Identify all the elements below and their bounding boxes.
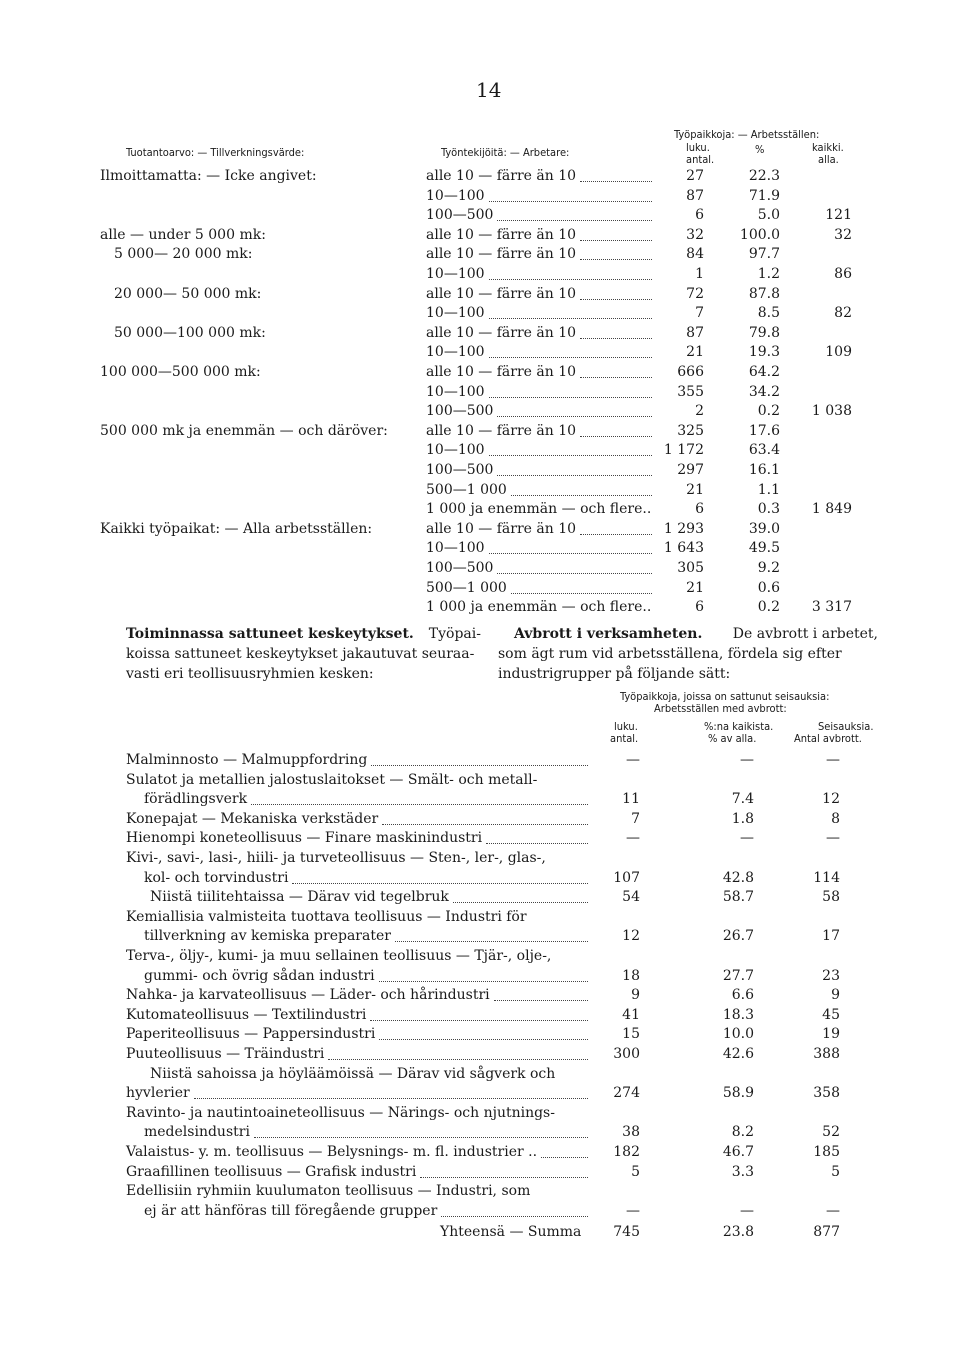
row-percent: 39.0 xyxy=(748,521,780,537)
row-percent: 97.7 xyxy=(748,246,780,262)
item-label: Paperiteollisuus — Pappersindustri xyxy=(126,1026,376,1042)
row-count: 21 xyxy=(686,580,704,596)
item-label: förädlingsverk xyxy=(144,791,248,807)
page-number: 14 xyxy=(476,78,502,102)
item-count: 182 xyxy=(613,1144,640,1160)
row-total: 1 038 xyxy=(811,403,852,419)
item-stops: 8 xyxy=(831,811,840,827)
item-stops: 23 xyxy=(822,968,840,984)
row-count: 666 xyxy=(677,364,704,380)
row-label: 100 000—500 000 mk: xyxy=(100,364,261,380)
row-count: 1 643 xyxy=(663,540,704,556)
row-count: 27 xyxy=(686,168,704,184)
item-stops: 388 xyxy=(813,1046,840,1062)
item-stops: 52 xyxy=(822,1124,840,1140)
item-label: Puuteollisuus — Träindustri xyxy=(126,1046,325,1062)
row-percent: 0.6 xyxy=(757,580,780,596)
dot-leader xyxy=(328,1059,588,1060)
item-count: 11 xyxy=(622,791,640,807)
item-label: Niistä sahoissa ja höyläämöissä — Därav vid sågverk och xyxy=(150,1066,556,1082)
dot-leader xyxy=(489,397,652,398)
row-range: alle 10 — färre än 10 xyxy=(426,423,577,439)
row-label: 50 000—100 000 mk: xyxy=(114,325,266,341)
row-count: 2 xyxy=(695,403,704,419)
header-production-value: Tuotantoarvo: — Tillverkningsvärde: xyxy=(126,146,305,159)
dot-leader xyxy=(489,357,652,358)
item-count: 300 xyxy=(613,1046,640,1062)
item-count: — xyxy=(626,752,640,768)
item-percent: 46.7 xyxy=(722,1144,754,1160)
row-range: 100—500 xyxy=(426,403,494,419)
item-label: Sulatot ja metallien jalostuslaitokset — Smält- och metall- xyxy=(126,772,538,788)
dot-leader xyxy=(420,1177,588,1178)
total-stops: 877 xyxy=(813,1224,840,1240)
item-label: Valaistus- y. m. teollisuus — Belysnings- m. fl. industrier .. xyxy=(126,1144,538,1160)
dot-leader xyxy=(379,1039,588,1040)
item-stops: — xyxy=(826,830,840,846)
row-label: 5 000— 20 000 mk: xyxy=(114,246,253,262)
row-range: alle 10 — färre än 10 xyxy=(426,364,577,380)
item-count: 12 xyxy=(622,928,640,944)
row-label: Kaikki työpaikat: — Alla arbetsställen: xyxy=(100,521,373,537)
dot-leader xyxy=(489,553,652,554)
row-count: 297 xyxy=(677,462,704,478)
dot-leader xyxy=(497,220,652,221)
row-total: 82 xyxy=(834,305,852,321)
item-stops: 17 xyxy=(822,928,840,944)
total-percent: 23.8 xyxy=(722,1224,754,1240)
dot-leader xyxy=(489,279,652,280)
item-label: gummi- och övrig sådan industri xyxy=(144,968,375,984)
row-range: 10—100 xyxy=(426,305,485,321)
item-label: hyvlerier xyxy=(126,1085,190,1101)
row-range: alle 10 — färre än 10 xyxy=(426,521,577,537)
dot-leader xyxy=(580,436,652,437)
item-label: Nahka- ja karvateollisuus — Läder- och hårindustri xyxy=(126,987,490,1003)
item-percent: — xyxy=(740,830,754,846)
row-count: 7 xyxy=(695,305,704,321)
dot-leader xyxy=(395,941,588,942)
row-percent: 9.2 xyxy=(757,560,780,576)
row-count: 305 xyxy=(677,560,704,576)
row-count: 1 172 xyxy=(663,442,704,458)
dot-leader xyxy=(251,804,588,805)
row-percent: 22.3 xyxy=(748,168,780,184)
row-total: 32 xyxy=(834,227,852,243)
row-range: 1 000 ja enemmän — och flere.. xyxy=(426,501,652,517)
dot-leader xyxy=(194,1098,588,1099)
row-range: alle 10 — färre än 10 xyxy=(426,168,577,184)
t2-header-stops1: Seisauksia. xyxy=(818,720,874,733)
row-range: 10—100 xyxy=(426,442,485,458)
row-count: 87 xyxy=(686,188,704,204)
section-title-sv: Avbrott i verksamheten. xyxy=(514,626,703,642)
t2-header-stops2: Antal avbrott. xyxy=(794,732,862,745)
row-range: 10—100 xyxy=(426,384,485,400)
dot-leader xyxy=(497,416,652,417)
row-range: 1 000 ja enemmän — och flere.. xyxy=(426,599,652,615)
row-label: 20 000— 50 000 mk: xyxy=(114,286,262,302)
item-label: Ravinto- ja nautintoaineteollisuus — Närings- och njutnings- xyxy=(126,1105,555,1121)
item-label: ej är att hänföras till föregående grupper xyxy=(144,1203,438,1219)
dot-leader xyxy=(580,259,652,260)
dot-leader xyxy=(441,1216,588,1217)
dot-leader xyxy=(370,1020,588,1021)
item-count: 9 xyxy=(631,987,640,1003)
row-range: 10—100 xyxy=(426,540,485,556)
row-count: 87 xyxy=(686,325,704,341)
item-label: Kemiallisia valmisteita tuottava teollisuus — Industri för xyxy=(126,909,527,925)
section-text-sv-2: som ägt rum vid arbetsställena, fördela sig efter xyxy=(498,646,842,662)
dot-leader xyxy=(580,534,652,535)
dot-leader xyxy=(254,1137,588,1138)
item-percent: 18.3 xyxy=(722,1007,754,1023)
section-text-sv-1: De avbrott i arbetet, xyxy=(732,626,878,642)
section-swedish xyxy=(498,624,878,684)
dot-leader xyxy=(580,338,652,339)
row-count: 21 xyxy=(686,482,704,498)
item-stops: 358 xyxy=(813,1085,840,1101)
row-count: 6 xyxy=(695,207,704,223)
row-percent: 19.3 xyxy=(748,344,780,360)
t2-header-pct1: %:na kaikista. xyxy=(704,720,774,733)
dot-leader xyxy=(453,902,588,903)
item-percent: 26.7 xyxy=(722,928,754,944)
row-count: 72 xyxy=(686,286,704,302)
row-total: 121 xyxy=(825,207,852,223)
item-count: — xyxy=(626,830,640,846)
row-percent: 1.2 xyxy=(757,266,780,282)
item-percent: 27.7 xyxy=(722,968,754,984)
row-count: 355 xyxy=(677,384,704,400)
row-range: alle 10 — färre än 10 xyxy=(426,246,577,262)
dot-leader xyxy=(541,1157,588,1158)
row-label: 500 000 mk ja enemmän — och däröver: xyxy=(100,423,388,439)
item-stops: 12 xyxy=(822,791,840,807)
item-label: Hienompi koneteollisuus — Finare maskinindustri xyxy=(126,830,483,846)
item-stops: 19 xyxy=(822,1026,840,1042)
dot-leader xyxy=(494,1000,588,1001)
t2-header-luku: luku. xyxy=(614,720,638,733)
t2-header-group1: Työpaikkoja, joissa on sattunut seisauksia: xyxy=(620,690,830,703)
dot-leader xyxy=(580,181,652,182)
item-stops: 9 xyxy=(831,987,840,1003)
item-count: 38 xyxy=(622,1124,640,1140)
row-percent: 63.4 xyxy=(748,442,780,458)
row-total: 1 849 xyxy=(811,501,852,517)
item-count: 54 xyxy=(622,889,640,905)
header-kaikki: kaikki. xyxy=(812,141,844,154)
row-percent: 64.2 xyxy=(748,364,780,380)
total-label: Yhteensä — Summa xyxy=(440,1224,582,1240)
section-text-fi-1: Työpai- xyxy=(428,626,481,642)
header-percent: % xyxy=(755,143,765,156)
total-count: 745 xyxy=(613,1224,640,1240)
row-range: 500—1 000 xyxy=(426,580,507,596)
item-count: 5 xyxy=(631,1164,640,1180)
item-stops: — xyxy=(826,752,840,768)
dot-leader xyxy=(489,201,652,202)
row-percent: 8.5 xyxy=(757,305,780,321)
item-percent: — xyxy=(740,752,754,768)
row-percent: 0.2 xyxy=(757,599,780,615)
item-count: 7 xyxy=(631,811,640,827)
row-range: alle 10 — färre än 10 xyxy=(426,286,577,302)
item-percent: 1.8 xyxy=(731,811,754,827)
row-percent: 71.9 xyxy=(748,188,780,204)
item-percent: 58.7 xyxy=(722,889,754,905)
dot-leader xyxy=(382,824,588,825)
row-percent: 34.2 xyxy=(748,384,780,400)
header-workplaces: Työpaikkoja: — Arbetsställen: xyxy=(674,128,820,141)
header-workers: Työntekijöitä: — Arbetare: xyxy=(441,146,570,159)
row-percent: 87.8 xyxy=(748,286,780,302)
item-stops: 185 xyxy=(813,1144,840,1160)
item-stops: 45 xyxy=(822,1007,840,1023)
dot-leader xyxy=(511,593,652,594)
row-percent: 0.3 xyxy=(757,501,780,517)
row-count: 1 xyxy=(695,266,704,282)
item-count: 18 xyxy=(622,968,640,984)
dot-leader xyxy=(511,495,652,496)
item-percent: 58.9 xyxy=(722,1085,754,1101)
row-percent: 16.1 xyxy=(748,462,780,478)
item-percent: 7.4 xyxy=(731,791,754,807)
item-label: Kutomateollisuus — Textilindustri xyxy=(126,1007,367,1023)
item-label: Edellisiin ryhmiin kuulumaton teollisuus — Industri, som xyxy=(126,1183,531,1199)
row-label: alle — under 5 000 mk: xyxy=(100,227,266,243)
row-range: 10—100 xyxy=(426,266,485,282)
row-count: 1 293 xyxy=(663,521,704,537)
row-total: 3 317 xyxy=(811,599,852,615)
item-count: 41 xyxy=(622,1007,640,1023)
row-percent: 17.6 xyxy=(748,423,780,439)
dot-leader xyxy=(580,299,652,300)
row-percent: 1.1 xyxy=(757,482,780,498)
dot-leader xyxy=(292,883,588,884)
item-percent: 6.6 xyxy=(731,987,754,1003)
dot-leader xyxy=(497,475,652,476)
item-label: Terva-, öljy-, kumi- ja muu sellainen teollisuus — Tjär-, olje-, xyxy=(126,948,552,964)
dot-leader xyxy=(486,843,588,844)
header-alla: alla. xyxy=(818,153,839,166)
row-range: 100—500 xyxy=(426,207,494,223)
row-percent: 100.0 xyxy=(739,227,780,243)
item-label: Graafillinen teollisuus — Grafisk industri xyxy=(126,1164,417,1180)
row-range: 10—100 xyxy=(426,188,485,204)
row-percent: 49.5 xyxy=(748,540,780,556)
row-range: alle 10 — färre än 10 xyxy=(426,227,577,243)
section-text-fi-2: koissa sattuneet keskeytykset jakautuvat seuraa- xyxy=(126,646,475,662)
item-label: Malminnosto — Malmuppfordring xyxy=(126,752,368,768)
item-count: — xyxy=(626,1203,640,1219)
item-label: Konepajat — Mekaniska verkstäder xyxy=(126,811,379,827)
row-percent: 5.0 xyxy=(757,207,780,223)
item-label: Niistä tiilitehtaissa — Därav vid tegelbruk xyxy=(150,889,449,905)
row-count: 32 xyxy=(686,227,704,243)
item-count: 107 xyxy=(613,870,640,886)
item-percent: 8.2 xyxy=(731,1124,754,1140)
row-range: 100—500 xyxy=(426,462,494,478)
row-count: 21 xyxy=(686,344,704,360)
row-total: 109 xyxy=(825,344,852,360)
row-count: 325 xyxy=(677,423,704,439)
item-percent: 3.3 xyxy=(731,1164,754,1180)
row-range: 10—100 xyxy=(426,344,485,360)
t2-header-pct2: % av alla. xyxy=(708,732,757,745)
section-finnish xyxy=(126,624,481,684)
row-percent: 0.2 xyxy=(757,403,780,419)
item-label: tillverkning av kemiska preparater xyxy=(144,928,391,944)
item-stops: 5 xyxy=(831,1164,840,1180)
row-count: 6 xyxy=(695,599,704,615)
row-range: 500—1 000 xyxy=(426,482,507,498)
t2-header-group2: Arbetsställen med avbrott: xyxy=(654,702,787,715)
dot-leader xyxy=(580,377,652,378)
item-stops: 58 xyxy=(822,889,840,905)
row-range: alle 10 — färre än 10 xyxy=(426,325,577,341)
dot-leader xyxy=(497,573,652,574)
item-percent: — xyxy=(740,1203,754,1219)
dot-leader xyxy=(580,240,652,241)
item-label: medelsindustri xyxy=(144,1124,250,1140)
row-count: 6 xyxy=(695,501,704,517)
header-antal: antal. xyxy=(686,153,715,166)
item-stops: — xyxy=(826,1203,840,1219)
row-percent: 79.8 xyxy=(748,325,780,341)
dot-leader xyxy=(371,765,588,766)
item-percent: 10.0 xyxy=(722,1026,754,1042)
item-percent: 42.6 xyxy=(722,1046,754,1062)
t2-header-antal: antal. xyxy=(610,732,639,745)
section-text-fi-3: vasti eri teollisuusryhmien kesken: xyxy=(126,666,374,682)
item-count: 274 xyxy=(613,1085,640,1101)
section-title-fi: Toiminnassa sattuneet keskeytykset. xyxy=(126,626,414,642)
item-percent: 42.8 xyxy=(722,870,754,886)
section-text-sv-3: industrigrupper på följande sätt: xyxy=(498,666,731,682)
dot-leader xyxy=(489,318,652,319)
item-stops: 114 xyxy=(813,870,840,886)
header-luku: luku. xyxy=(686,141,710,154)
dot-leader xyxy=(489,455,652,456)
item-label: Kivi-, savi-, lasi-, hiili- ja turveteollisuus — Sten-, ler-, glas-, xyxy=(126,850,546,866)
row-count: 84 xyxy=(686,246,704,262)
dot-leader xyxy=(379,981,588,982)
item-count: 15 xyxy=(622,1026,640,1042)
row-label: Ilmoittamatta: — Icke angivet: xyxy=(100,168,317,184)
row-range: 100—500 xyxy=(426,560,494,576)
row-total: 86 xyxy=(834,266,852,282)
item-label: kol- och torvindustri xyxy=(144,870,289,886)
